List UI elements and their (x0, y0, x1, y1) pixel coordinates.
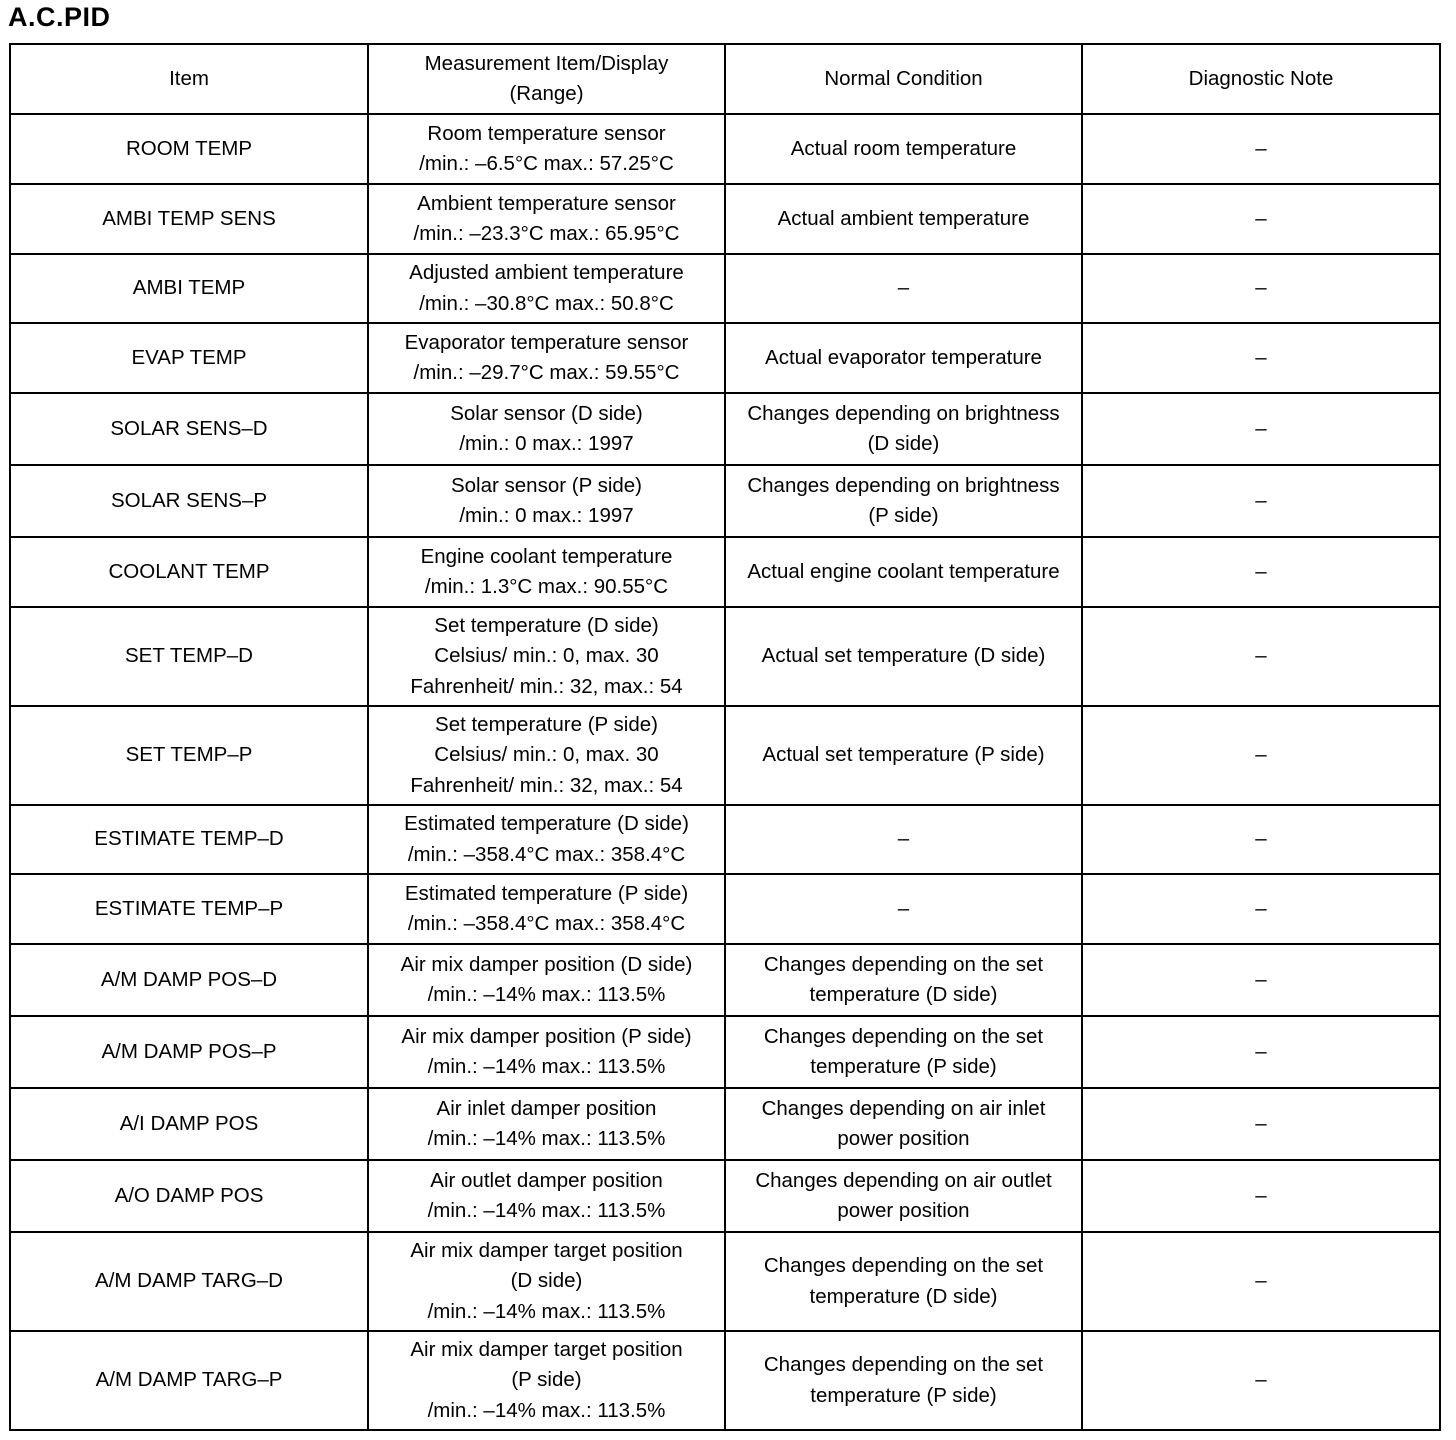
cell-measurement-line: /min.: –30.8°C max.: 50.8°C (419, 291, 674, 315)
cell-normal-condition (725, 944, 1082, 1016)
cell-item: AMBI TEMP SENS (10, 184, 368, 254)
cell-measurement-line: Celsius/ min.: 0, max. 30 (434, 743, 659, 767)
cell-normal-condition (725, 465, 1082, 537)
cell-measurement-line: /min.: –29.7°C max.: 59.55°C (413, 361, 680, 384)
cell-normal-condition (725, 706, 1082, 805)
cell-normal-condition (725, 1232, 1082, 1331)
cell-measurement-line: /min.: –14% max.: 113.5% (427, 1127, 666, 1150)
cell-item: A/M DAMP POS–D (10, 944, 368, 1016)
cell-normal-condition-line: Actual set temperature (P side) (762, 743, 1045, 767)
cell-normal-condition-line: power position (837, 1127, 970, 1150)
cell-measurement (368, 184, 725, 254)
cell-diagnostic-note: – (1082, 706, 1440, 805)
cell-measurement-line: Air inlet damper position (436, 1096, 657, 1120)
header-measurement-line: (Range) (509, 82, 584, 105)
cell-diagnostic-note: – (1082, 184, 1440, 254)
cell-item: SET TEMP–P (10, 706, 368, 805)
cell-measurement (368, 1232, 725, 1331)
cell-measurement-line: Adjusted ambient temperature (409, 261, 684, 284)
cell-measurement-line: /min.: –14% max.: 113.5% (427, 1055, 666, 1078)
header-measurement-line: Measurement Item/Display (424, 51, 669, 75)
header-item: Item (10, 44, 368, 114)
cell-normal-condition-line: Changes depending on brightness (747, 401, 1060, 425)
cell-normal-condition (725, 607, 1082, 706)
table-row (10, 393, 1440, 465)
cell-normal-condition (725, 254, 1082, 323)
cell-measurement-line: Celsius/ min.: 0, max. 30 (434, 644, 659, 668)
cell-normal-condition (725, 537, 1082, 607)
cell-measurement-line: /min.: 0 max.: 1997 (459, 504, 634, 527)
table-row (10, 706, 1440, 805)
cell-diagnostic-note: – (1082, 874, 1440, 944)
cell-measurement (368, 944, 725, 1016)
cell-measurement-line: /min.: 0 max.: 1997 (459, 432, 634, 455)
cell-normal-condition-line: Actual room temperature (790, 136, 1017, 160)
cell-measurement-line: Fahrenheit/ min.: 32, max.: 54 (410, 674, 683, 698)
cell-measurement-line: Air mix damper target position (410, 1337, 683, 1361)
cell-diagnostic-note: – (1082, 1016, 1440, 1088)
cell-diagnostic-note: – (1082, 393, 1440, 465)
cell-diagnostic-note: – (1082, 1088, 1440, 1160)
table-row (10, 465, 1440, 537)
cell-measurement (368, 323, 725, 393)
table-row (10, 1232, 1440, 1331)
cell-normal-condition-line: Actual set temperature (D side) (761, 644, 1046, 668)
table-row (10, 1160, 1440, 1232)
cell-item: A/M DAMP TARG–D (10, 1232, 368, 1331)
cell-item: A/I DAMP POS (10, 1088, 368, 1160)
cell-measurement (368, 607, 725, 706)
table-row (10, 944, 1440, 1016)
cell-diagnostic-note: – (1082, 254, 1440, 323)
cell-item: EVAP TEMP (10, 323, 368, 393)
cell-diagnostic-note: – (1082, 1331, 1440, 1430)
cell-diagnostic-note: – (1082, 465, 1440, 537)
cell-measurement (368, 1016, 725, 1088)
cell-measurement-line: Set temperature (P side) (435, 712, 658, 736)
cell-normal-condition-line: (P side) (868, 504, 939, 527)
table-row (10, 805, 1440, 874)
cell-normal-condition (725, 184, 1082, 254)
cell-measurement-line: /min.: –14% max.: 113.5% (427, 1299, 666, 1323)
table-row (10, 1088, 1440, 1160)
cell-normal-condition-line: – (897, 276, 910, 300)
table-header-row (10, 44, 1440, 114)
cell-measurement-line: /min.: –14% max.: 113.5% (427, 1199, 666, 1222)
cell-item: SOLAR SENS–D (10, 393, 368, 465)
cell-measurement (368, 465, 725, 537)
cell-normal-condition-line: – (897, 827, 910, 851)
cell-normal-condition-line: Changes depending on the set (763, 952, 1044, 976)
cell-normal-condition-line: Changes depending on the set (763, 1353, 1044, 1376)
cell-item: ESTIMATE TEMP–P (10, 874, 368, 944)
cell-diagnostic-note: – (1082, 323, 1440, 393)
cell-normal-condition-line: Actual ambient temperature (777, 206, 1030, 230)
table-row (10, 323, 1440, 393)
cell-normal-condition (725, 1331, 1082, 1430)
cell-diagnostic-note: – (1082, 114, 1440, 184)
table-row (10, 1016, 1440, 1088)
cell-normal-condition-line: Changes depending on brightness (747, 473, 1060, 497)
table-row (10, 607, 1440, 706)
cell-measurement (368, 254, 725, 323)
header-diagnostic-note: Diagnostic Note (1082, 44, 1440, 114)
table-row (10, 1331, 1440, 1430)
cell-item: A/M DAMP TARG–P (10, 1331, 368, 1430)
cell-item: SET TEMP–D (10, 607, 368, 706)
cell-item: A/O DAMP POS (10, 1160, 368, 1232)
table-row (10, 537, 1440, 607)
cell-diagnostic-note: – (1082, 537, 1440, 607)
cell-measurement-line: /min.: –358.4°C max.: 358.4°C (407, 842, 686, 866)
table-row (10, 114, 1440, 184)
cell-normal-condition-line: (D side) (867, 432, 940, 455)
cell-measurement-line: Air mix damper position (D side) (400, 952, 693, 976)
cell-measurement-line: Ambient temperature sensor (417, 191, 676, 215)
cell-measurement-line: (D side) (510, 1269, 583, 1293)
cell-measurement (368, 1331, 725, 1430)
cell-item: ROOM TEMP (10, 114, 368, 184)
cell-normal-condition (725, 1160, 1082, 1232)
cell-normal-condition-line: Changes depending on the set (763, 1024, 1044, 1048)
cell-measurement-line: /min.: –358.4°C max.: 358.4°C (407, 912, 686, 935)
cell-normal-condition-line: Actual evaporator temperature (765, 345, 1042, 369)
header-measurement (368, 44, 725, 114)
cell-diagnostic-note: – (1082, 607, 1440, 706)
cell-measurement-line: Evaporator temperature sensor (404, 330, 689, 354)
cell-item: ESTIMATE TEMP–D (10, 805, 368, 874)
cell-measurement (368, 805, 725, 874)
cell-normal-condition-line: temperature (D side) (809, 1284, 998, 1308)
cell-normal-condition-line: Changes depending on air outlet (755, 1168, 1052, 1192)
cell-measurement-line: Air mix damper position (P side) (401, 1024, 692, 1048)
cell-measurement-line: Air mix damper target position (410, 1238, 683, 1262)
cell-diagnostic-note: – (1082, 1160, 1440, 1232)
page-title: A.C.PID (8, 2, 111, 32)
cell-normal-condition (725, 805, 1082, 874)
cell-measurement-line: /min.: 1.3°C max.: 90.55°C (424, 575, 669, 598)
cell-normal-condition-line: Changes depending on air inlet (761, 1096, 1046, 1120)
cell-measurement (368, 393, 725, 465)
cell-normal-condition-line: Changes depending on the set (763, 1254, 1044, 1277)
table-row (10, 874, 1440, 944)
cell-measurement (368, 706, 725, 805)
cell-measurement-line: Estimated temperature (D side) (404, 812, 689, 835)
cell-measurement (368, 1088, 725, 1160)
cell-normal-condition-line: power position (837, 1199, 970, 1222)
cell-diagnostic-note: – (1082, 805, 1440, 874)
cell-item: SOLAR SENS–P (10, 465, 368, 537)
cell-normal-condition-line: Actual engine coolant temperature (747, 559, 1060, 583)
cell-measurement-line: /min.: –6.5°C max.: 57.25°C (419, 152, 674, 175)
cell-item: A/M DAMP POS–P (10, 1016, 368, 1088)
cell-measurement (368, 537, 725, 607)
header-normal-condition: Normal Condition (725, 44, 1082, 114)
cell-measurement-line: (P side) (511, 1368, 582, 1392)
table-row (10, 254, 1440, 323)
cell-measurement-line: /min.: –23.3°C max.: 65.95°C (413, 222, 680, 245)
cell-measurement-line: Fahrenheit/ min.: 32, max.: 54 (410, 773, 683, 797)
cell-normal-condition-line: temperature (P side) (810, 1383, 997, 1407)
cell-measurement (368, 874, 725, 944)
cell-item: COOLANT TEMP (10, 537, 368, 607)
cell-measurement-line: Air outlet damper position (430, 1168, 663, 1192)
cell-diagnostic-note: – (1082, 944, 1440, 1016)
cell-normal-condition (725, 114, 1082, 184)
cell-measurement-line: /min.: –14% max.: 113.5% (427, 1398, 666, 1422)
cell-normal-condition-line: – (897, 896, 910, 920)
cell-normal-condition (725, 393, 1082, 465)
cell-measurement-line: Estimated temperature (P side) (404, 881, 689, 905)
cell-measurement-line: Room temperature sensor (427, 121, 666, 145)
cell-measurement-line: Engine coolant temperature (420, 544, 673, 568)
cell-normal-condition (725, 874, 1082, 944)
cell-measurement (368, 114, 725, 184)
cell-measurement-line: Solar sensor (P side) (450, 473, 643, 497)
cell-measurement-line: /min.: –14% max.: 113.5% (427, 983, 666, 1006)
cell-item: AMBI TEMP (10, 254, 368, 323)
cell-measurement-line: Solar sensor (D side) (450, 401, 643, 425)
pid-table (9, 43, 1441, 1431)
cell-normal-condition (725, 1088, 1082, 1160)
cell-normal-condition-line: temperature (D side) (809, 983, 998, 1006)
cell-measurement-line: Set temperature (D side) (434, 613, 659, 637)
cell-normal-condition (725, 1016, 1082, 1088)
cell-measurement (368, 1160, 725, 1232)
cell-diagnostic-note: – (1082, 1232, 1440, 1331)
table-row (10, 184, 1440, 254)
cell-normal-condition-line: temperature (P side) (810, 1055, 997, 1078)
cell-normal-condition (725, 323, 1082, 393)
